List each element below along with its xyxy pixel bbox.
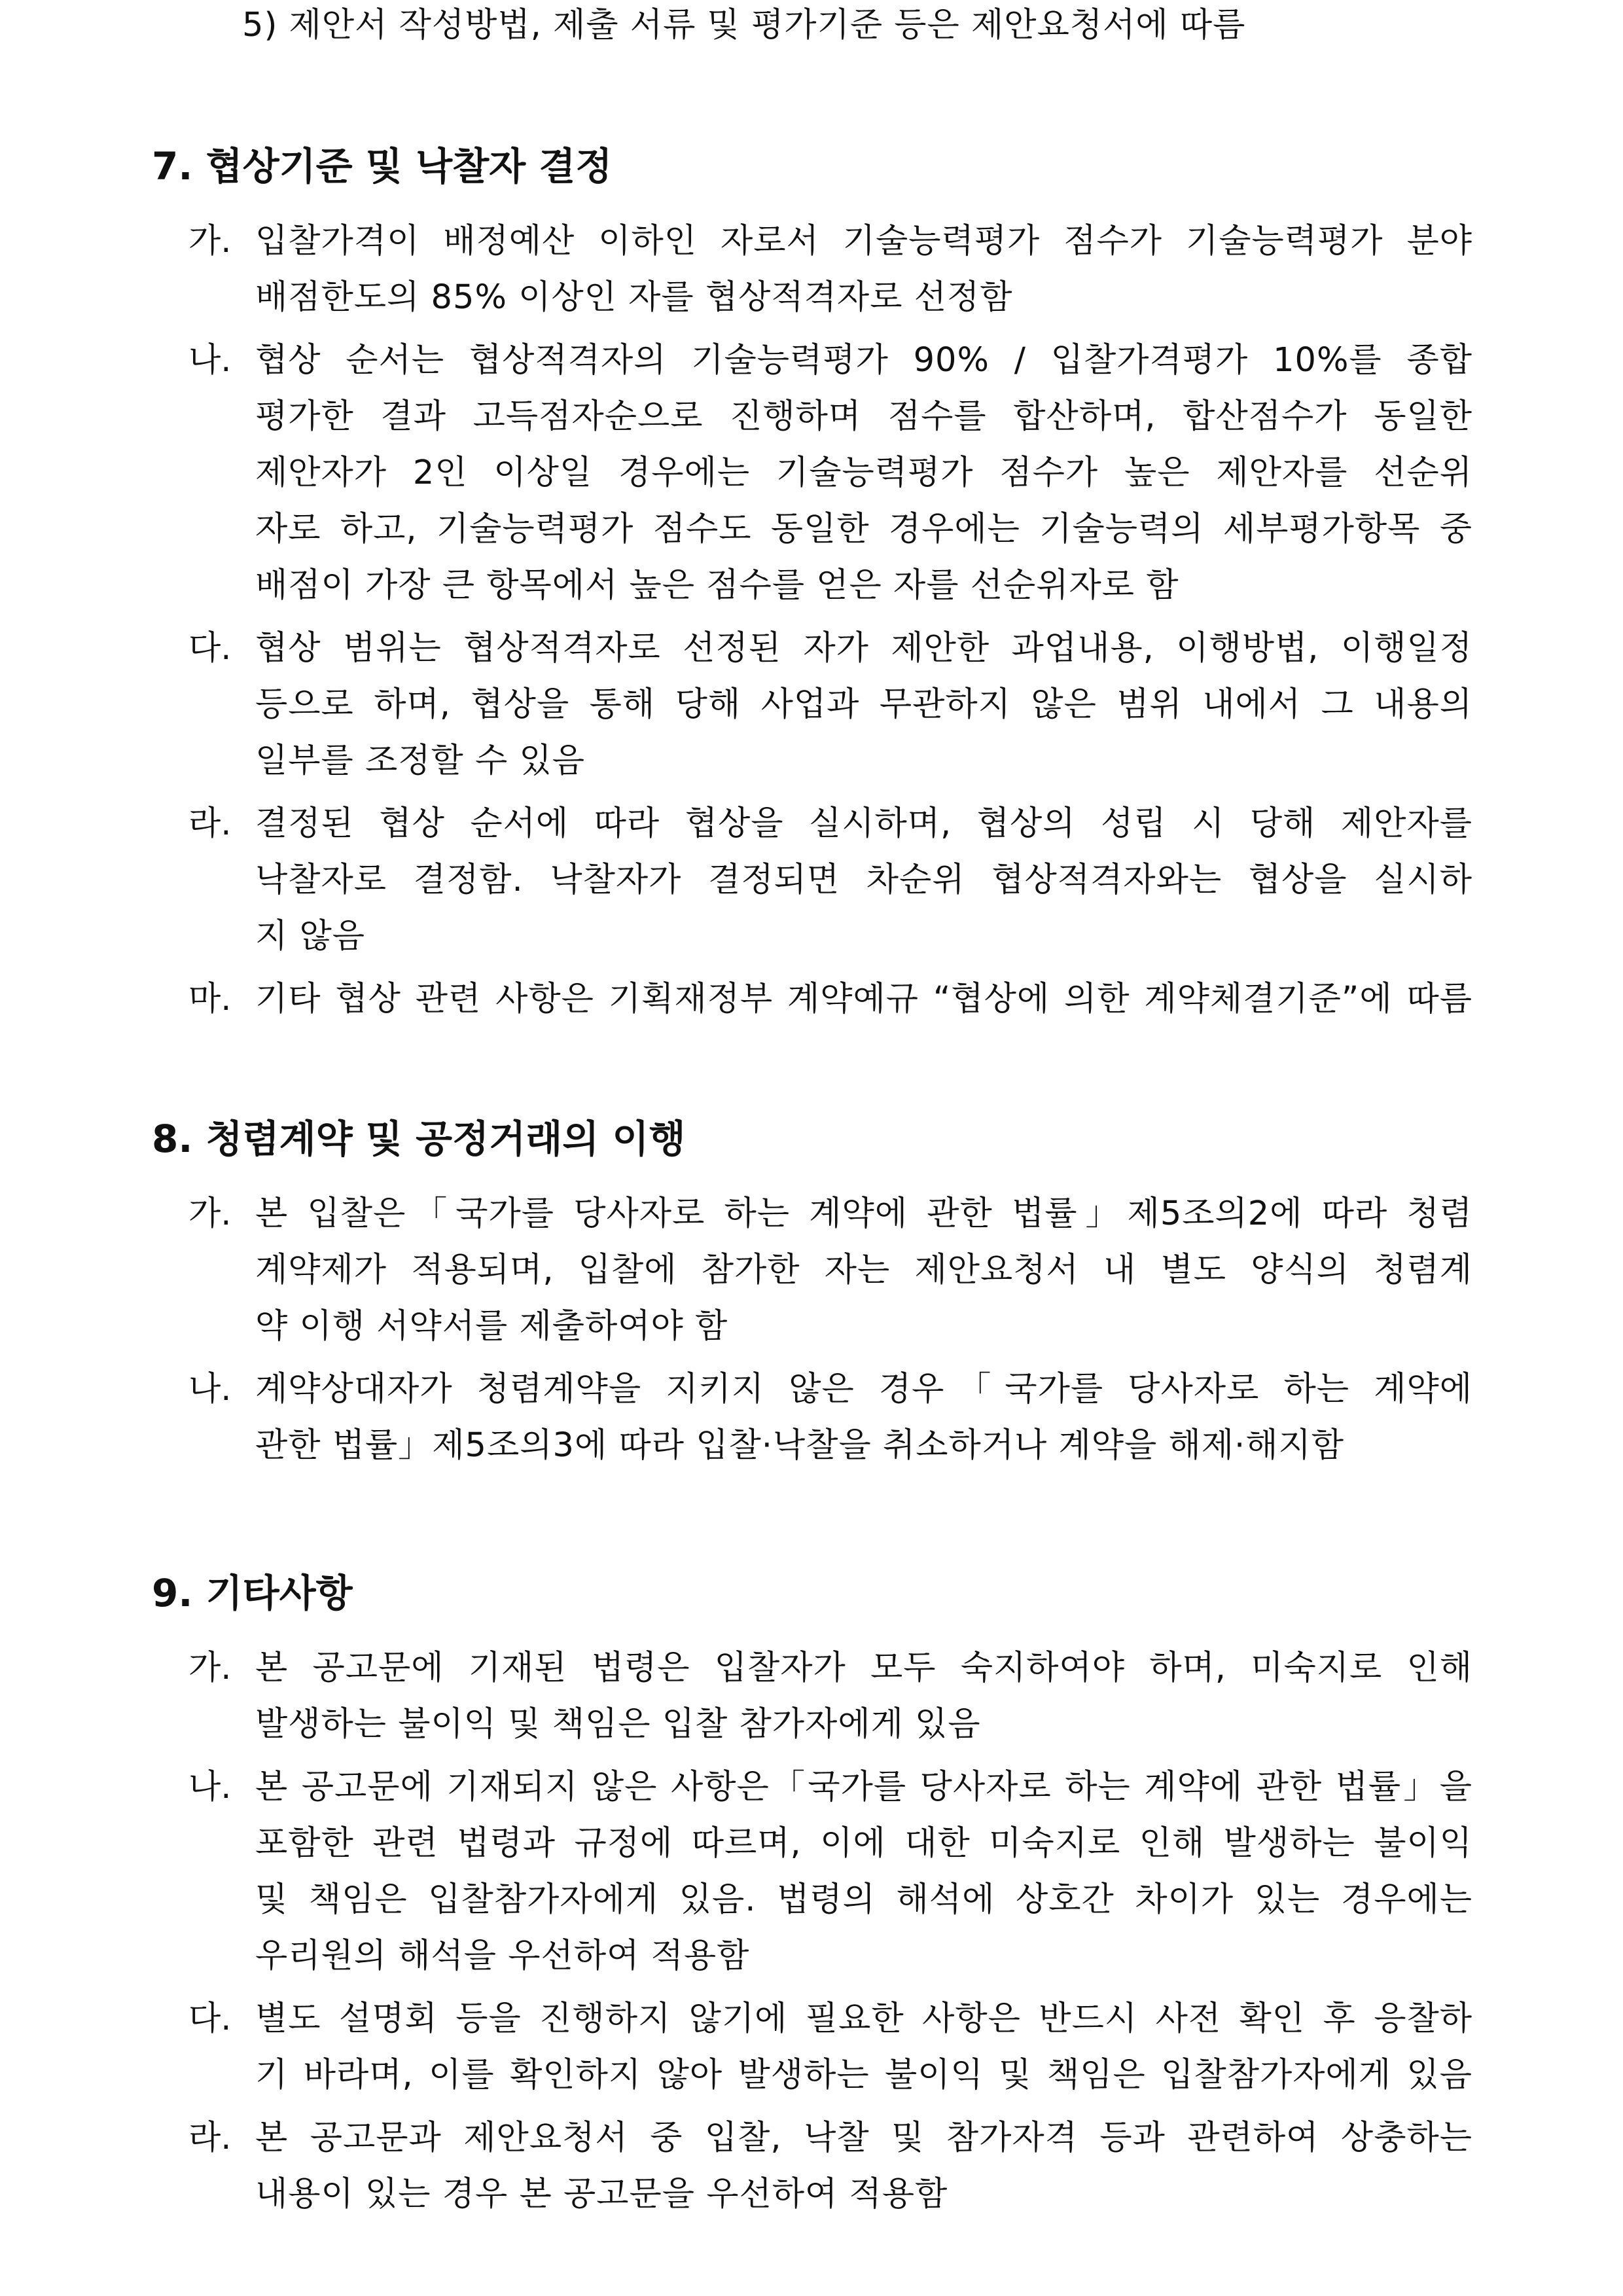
s9-item-ga-line-2: 발생하는 불이익 및 책임은 입찰 참가자에게 있음 xyxy=(255,1705,981,1744)
s7-item-da-line-1: 협상 범위는 협상적격자로 선정된 자가 제안한 과업내용, 이행방법, 이행일정 xyxy=(255,629,1472,668)
s7-item-da-line-2: 등으로 하며, 협상을 통해 당해 사업과 무관하지 않은 범위 내에서 그 내용의 xyxy=(255,685,1472,724)
s9-item-da-marker: 다. xyxy=(188,2000,232,2038)
s8-item-na-line-2: 관한 법률」제5조의3에 따라 입찰·낙찰을 취소하거나 계약을 해제·해지함 xyxy=(255,1426,1345,1465)
s8-item-ga-line-3: 약 이행 서약서를 제출하여야 함 xyxy=(255,1307,728,1346)
s9-item-na-line-4: 우리원의 해석을 우선하여 적용함 xyxy=(255,1937,750,1975)
s9-item-da-line-1: 별도 설명회 등을 진행하지 않기에 필요한 사항은 반드시 사전 확인 후 응찰하 xyxy=(255,2000,1472,2038)
s9-item-ra-marker: 라. xyxy=(188,2119,232,2157)
s9-item-ra-line-1: 본 공고문과 제안요청서 중 입찰, 낙찰 및 참가자격 등과 관련하여 상충하는 xyxy=(255,2119,1472,2157)
s8-item-na-line-1: 계약상대자가 청렴계약을 지키지 않은 경우「국가를 당사자로 하는 계약에 xyxy=(255,1370,1472,1408)
s7-item-na-line-4: 자로 하고, 기술능력평가 점수도 동일한 경우에는 기술능력의 세부평가항목 중 xyxy=(255,510,1472,548)
s7-item-ra-line-2: 낙찰자로 결정함. 낙찰자가 결정되면 차순위 협상적격자와는 협상을 실시하 xyxy=(255,861,1472,899)
s9-item-na-line-3: 및 책임은 입찰참가자에게 있음. 법령의 해석에 상호간 차이가 있는 경우에는 xyxy=(255,1880,1472,1919)
s7-item-na-line-2: 평가한 결과 고득점자순으로 진행하며 점수를 합산하며, 합산점수가 동일한 xyxy=(255,397,1472,436)
s7-item-na-marker: 나. xyxy=(188,341,232,380)
s7-item-ma-line-1: 기타 협상 관련 사항은 기획재정부 계약예규 “협상에 의한 계약체결기준”에 따름 xyxy=(255,980,1472,1018)
s7-item-ra-line-3: 지 않음 xyxy=(255,917,366,956)
s7-item-na-line-1: 협상 순서는 협상적격자의 기술능력평가 90% / 입찰가격평가 10%를 종합 xyxy=(255,341,1472,380)
s9-item-ga-marker: 가. xyxy=(188,1649,232,1687)
s7-item-ra-line-1: 결정된 협상 순서에 따라 협상을 실시하며, 협상의 성립 시 당해 제안자를 xyxy=(255,804,1472,843)
s9-item-ga-line-1: 본 공고문에 기재된 법령은 입찰자가 모두 숙지하여야 하며, 미숙지로 인해 xyxy=(255,1649,1472,1687)
s8-item-ga-line-1: 본 입찰은「국가를 당사자로 하는 계약에 관한 법률」제5조의2에 따라 청렴 xyxy=(255,1194,1472,1233)
s7-item-ra-marker: 라. xyxy=(188,804,232,843)
s7-item-ga-line-1: 입찰가격이 배정예산 이하인 자로서 기술능력평가 점수가 기술능력평가 분야 xyxy=(255,222,1472,260)
s7-item-ma-marker: 마. xyxy=(188,980,232,1018)
section-7-heading: 7. 협상기준 및 낙찰자 결정 xyxy=(152,144,613,188)
s9-item-na-line-2: 포함한 관련 법령과 규정에 따르며, 이에 대한 미숙지로 인해 발생하는 불이익 xyxy=(255,1824,1472,1863)
s8-item-ga-line-2: 계약제가 적용되며, 입찰에 참가한 자는 제안요청서 내 별도 양식의 청렴계 xyxy=(255,1251,1472,1289)
s8-item-na-marker: 나. xyxy=(188,1370,232,1408)
s9-item-da-line-2: 기 바라며, 이를 확인하지 않아 발생하는 불이익 및 책임은 입찰참가자에게 있음 xyxy=(255,2056,1472,2094)
s7-item-ga-marker: 가. xyxy=(188,222,232,260)
s9-item-na-marker: 나. xyxy=(188,1768,232,1806)
s7-item-ga-line-2: 배점한도의 85% 이상인 자를 협상적격자로 선정함 xyxy=(255,278,1013,317)
s7-item-da-line-3: 일부를 조정할 수 있음 xyxy=(255,742,586,780)
s7-item-na-line-3: 제안자가 2인 이상일 경우에는 기술능력평가 점수가 높은 제안자를 선순위 xyxy=(255,454,1472,492)
s9-item-na-line-1: 본 공고문에 기재되지 않은 사항은「국가를 당사자로 하는 계약에 관한 법률」을 xyxy=(255,1768,1472,1806)
section-8-heading: 8. 청렴계약 및 공정거래의 이행 xyxy=(152,1117,686,1161)
s9-item-ra-line-2: 내용이 있는 경우 본 공고문을 우선하여 적용함 xyxy=(255,2175,948,2214)
s7-item-da-marker: 다. xyxy=(188,629,232,668)
intro-line: 5) 제안서 작성방법, 제출 서류 및 평가기준 등은 제안요청서에 따름 xyxy=(242,6,1246,45)
section-9-heading: 9. 기타사항 xyxy=(152,1571,353,1615)
s7-item-na-line-5: 배점이 가장 큰 항목에서 높은 점수를 얻은 자를 선순위자로 함 xyxy=(255,566,1179,605)
s8-item-ga-marker: 가. xyxy=(188,1194,232,1233)
